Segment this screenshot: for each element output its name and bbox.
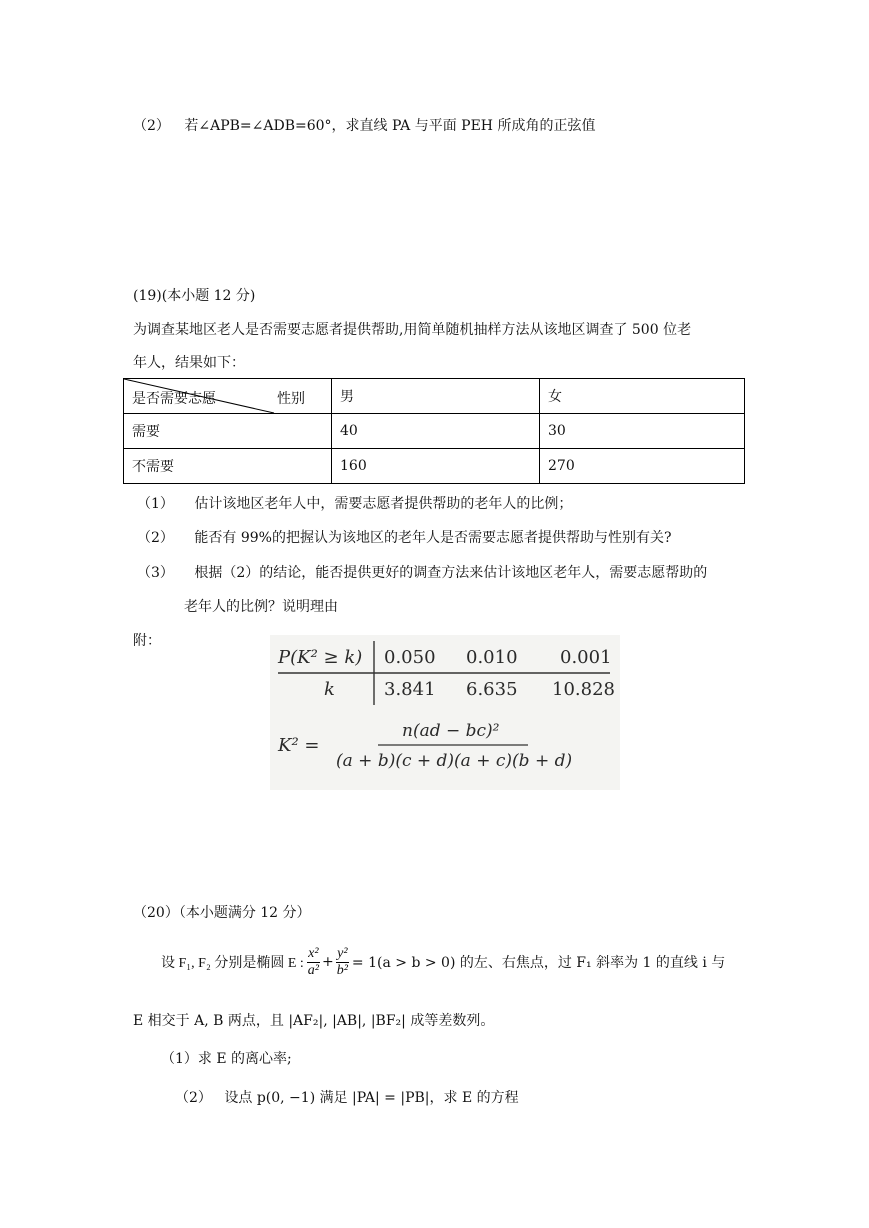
q19-item1-number: （1） — [137, 496, 174, 512]
fraction-x-over-a — [307, 946, 320, 979]
table-row — [124, 449, 745, 484]
appendix-header-value-1: 0.050 — [384, 647, 436, 668]
cell-need-male: 40 — [332, 414, 540, 449]
table-corner-cell — [124, 379, 332, 414]
appendix-label: 附： — [133, 633, 161, 649]
plus-sign: + — [321, 954, 334, 970]
q20-line2: E 相交于 A, B 两点，且 |AF₂|, |AB|, |BF₂| 成等差数列。 — [133, 1013, 495, 1029]
q18-part2-text: 若∠APB=∠ADB=60°，求直线 PA 与平面 PEH 所成角的正弦值 — [184, 118, 596, 134]
q19-item3-cont: 老年人的比例？说明理由 — [184, 599, 338, 615]
survey-table — [123, 378, 745, 484]
q20-item1: （1）求 E 的离心率; — [161, 1051, 292, 1067]
q20-header: （20）（本小题满分 12 分） — [133, 905, 311, 921]
row-label-need: 需要 — [124, 414, 332, 449]
formula-numerator: n(ad − bc)² — [402, 721, 500, 741]
formula-lhs: K² = — [278, 735, 320, 756]
frac1-denominator: a² — [307, 962, 319, 978]
q19-item2-number: （2） — [137, 530, 174, 546]
q19-item3-number: （3） — [137, 565, 174, 581]
cell-no-need-male: 160 — [332, 449, 540, 484]
row-label-no-need: 不需要 — [124, 449, 332, 484]
q19-item3-text: 根据（2）的结论，能否提供更好的调查方法来估计该地区老年人，需要志愿帮助的 — [194, 565, 708, 581]
q19-item2 — [137, 527, 671, 547]
q19-intro-line1: 为调查某地区老人是否需要志愿者提供帮助,用简单随机抽样方法从该地区调查了 500 位老 — [133, 322, 692, 338]
q19-item1 — [137, 493, 572, 513]
corner-right-label: 性别 — [277, 391, 305, 407]
table-header-row — [124, 379, 745, 414]
q20-line1-a: 设 F₁, F₂ 分别是椭圆 E : — [161, 956, 304, 971]
formula-denominator: (a + b)(c + d)(a + c)(b + d) — [336, 751, 573, 771]
col-header-male: 男 — [332, 379, 540, 414]
frac2-numerator: y² — [337, 945, 348, 961]
corner-left-label: 是否需要志愿 — [132, 391, 216, 407]
table-row — [124, 414, 745, 449]
q18-part2 — [133, 115, 595, 135]
q20-line1 — [161, 940, 725, 984]
q20-item2-text: 设点 p(0, −1) 满足 |PA| = |PB|，求 E 的方程 — [224, 1090, 519, 1106]
q19-item2-text: 能否有 99%的把握认为该地区的老年人是否需要志愿者提供帮助与性别有关? — [194, 530, 672, 546]
appendix-row-value-1: 3.841 — [384, 679, 436, 700]
appendix-row-value-2: 6.635 — [466, 679, 518, 700]
q19-item1-text: 估计该地区老年人中，需要志愿者提供帮助的老年人的比例； — [194, 496, 573, 512]
q18-part2-number: （2） — [133, 118, 170, 134]
cell-need-female: 30 — [540, 414, 745, 449]
q19-header: (19)(本小题 12 分) — [133, 288, 256, 304]
appendix-row-value-3: 10.828 — [552, 679, 615, 700]
q20-line1-b: = 1(a > b > 0) 的左、右焦点，过 F₁ 斜率为 1 的直线 i 与 — [351, 955, 726, 971]
appendix-row-label: k — [324, 679, 335, 700]
q19-item3 — [137, 562, 707, 582]
frac2-denominator: b² — [336, 962, 348, 978]
appendix-header-value-3: 0.001 — [560, 647, 612, 668]
q20-item2 — [175, 1087, 519, 1107]
col-header-female: 女 — [540, 379, 745, 414]
q20-item2-number: （2） — [175, 1090, 212, 1106]
appendix-image — [270, 635, 620, 790]
appendix-header-value-2: 0.010 — [466, 647, 518, 668]
q19-intro-line2: 年人，结果如下： — [133, 355, 245, 371]
cell-no-need-female: 270 — [540, 449, 745, 484]
appendix-header-label: P(K² ≥ k) — [278, 647, 363, 668]
frac1-numerator: x² — [308, 945, 319, 961]
fraction-y-over-b — [336, 946, 349, 979]
